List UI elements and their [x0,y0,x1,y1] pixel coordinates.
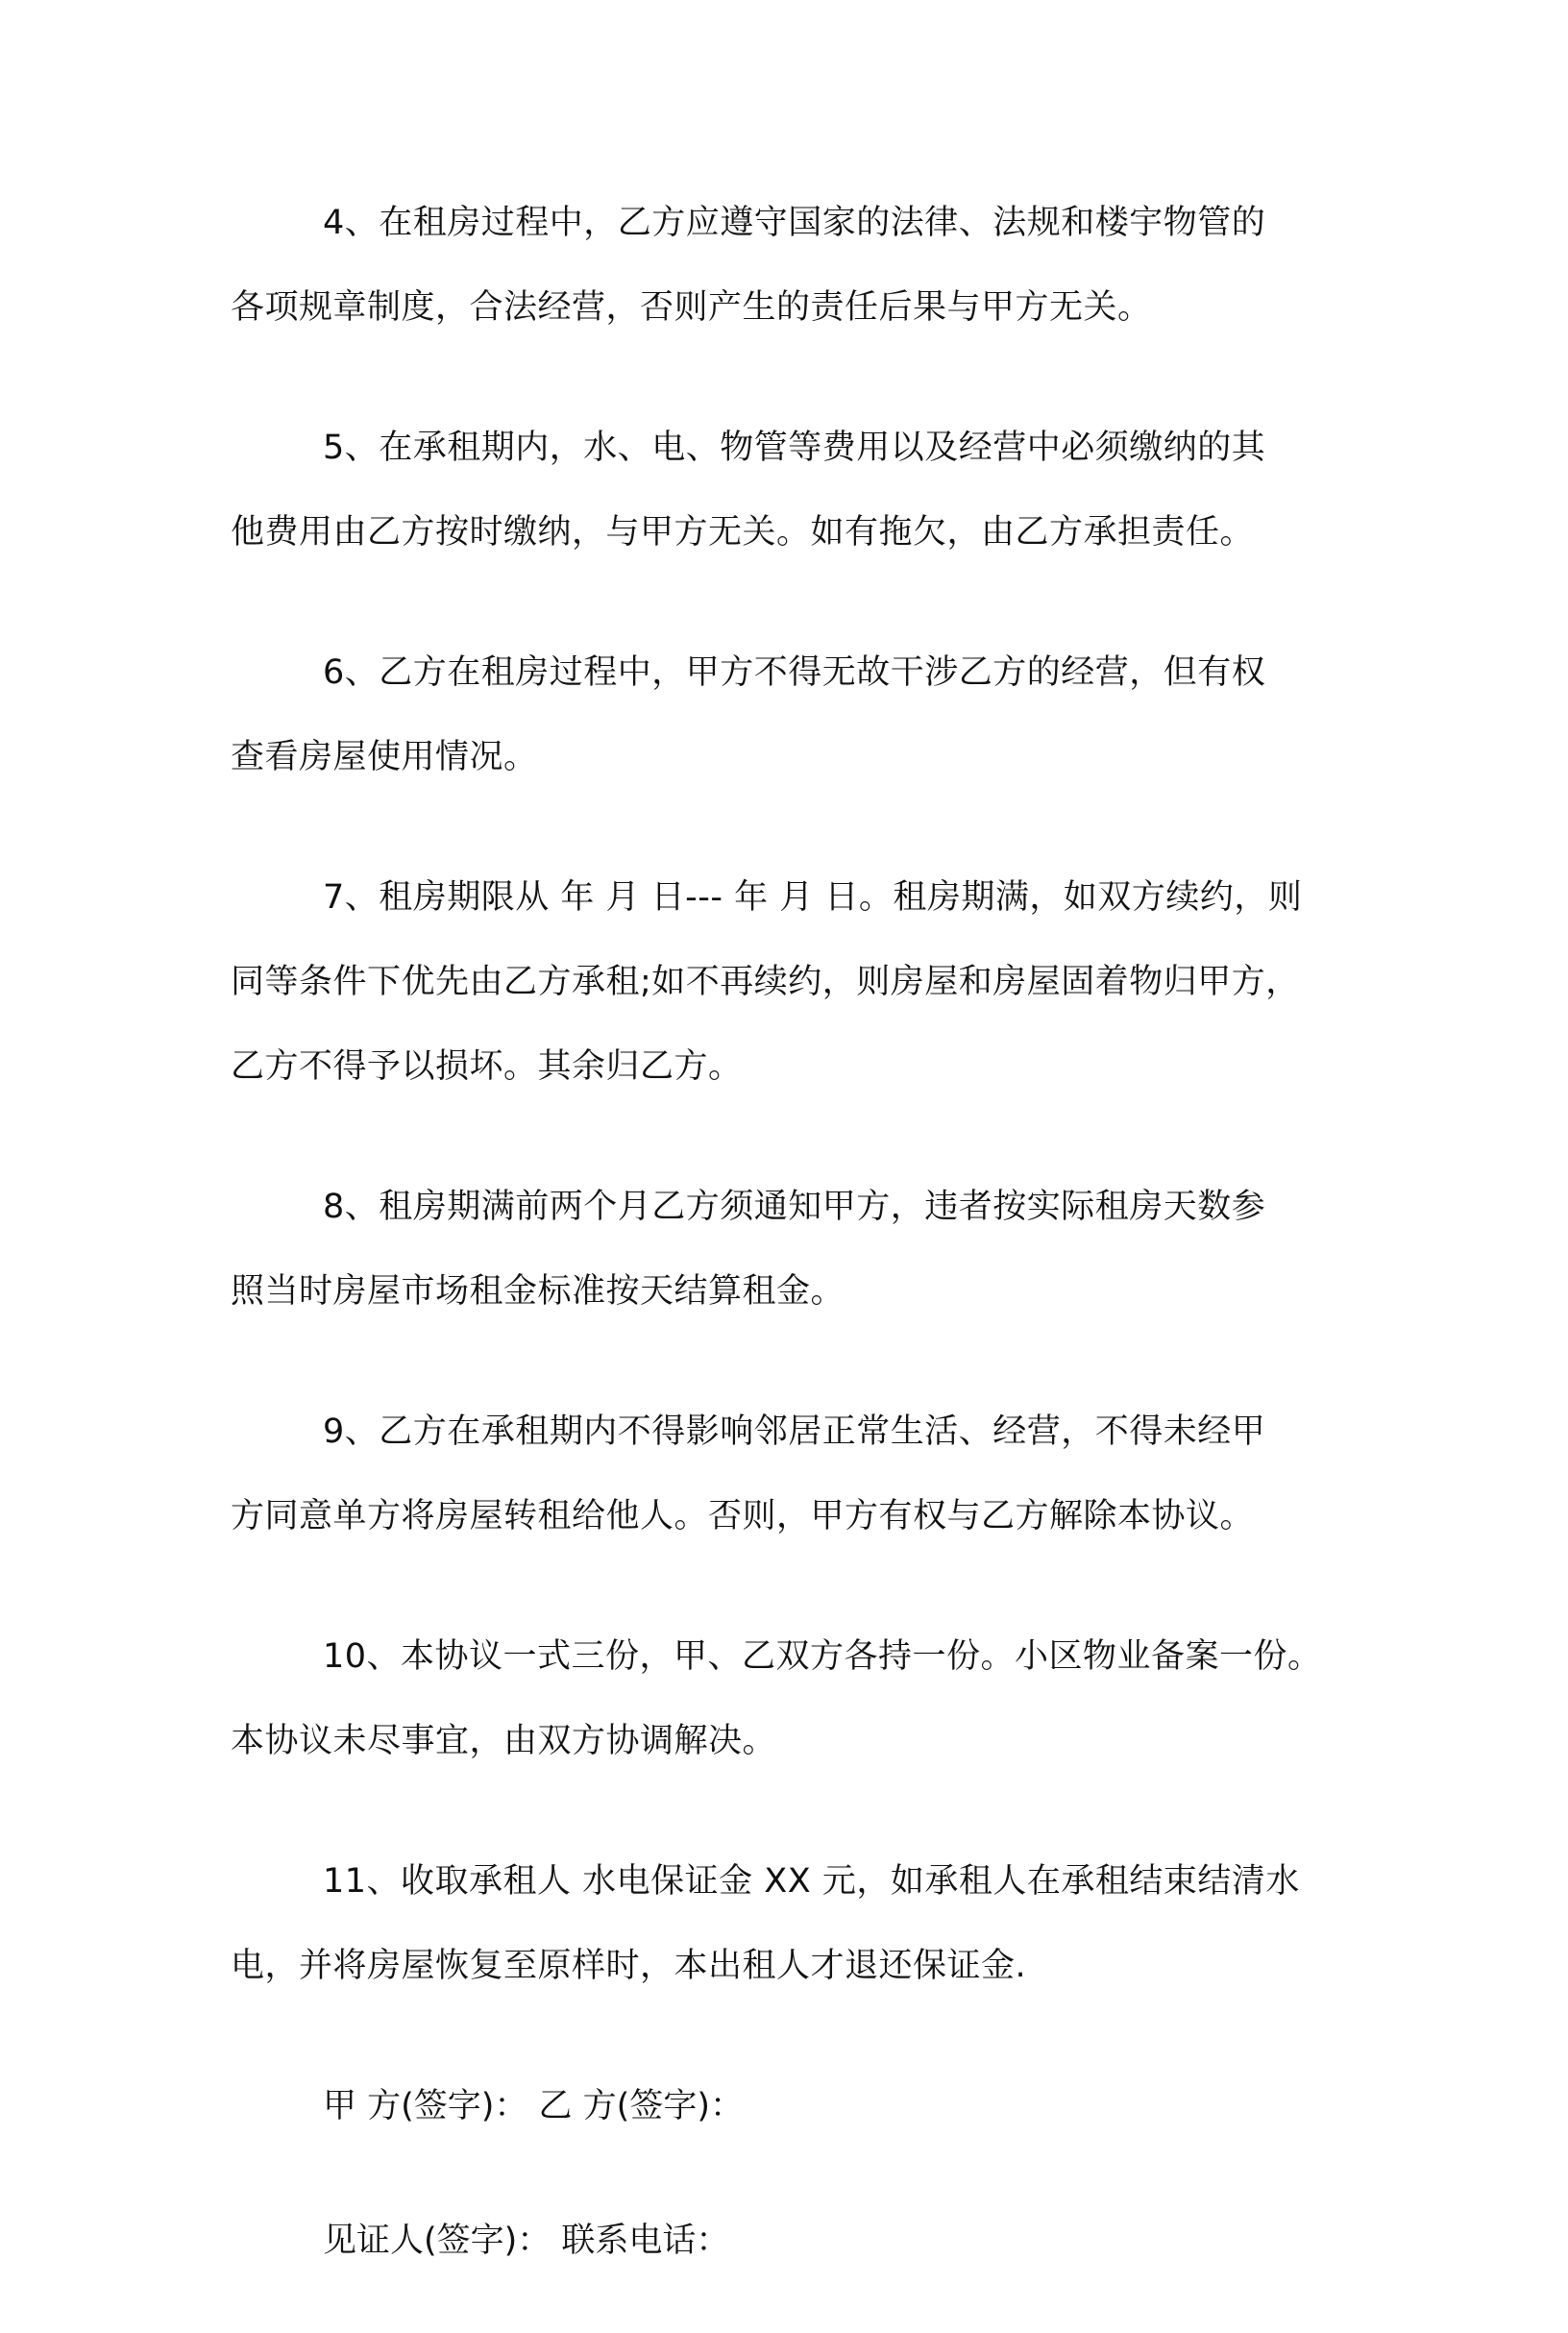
clause-8-line-2: 照当时房屋市场租金标准按天结算租金。 [231,1272,845,1311]
clause-5-line-2: 他费用由乙方按时缴纳，与甲方无关。如有拖欠，由乙方承担责任。 [231,513,1255,552]
clause-4-line-1: 4、在租房过程中，乙方应遵守国家的法律、法规和楼宇物管的 [323,204,1266,242]
clause-9 [231,1389,1335,1559]
clause-11-line-1: 11、收取承租人 水电保证金 XX 元，如承租人在承租结束结清水 [323,1862,1300,1901]
contract-body [231,181,1335,2333]
clause-8-line-1: 8、租房期满前两个月乙方须通知甲方，违者按实际租房天数参 [323,1188,1266,1226]
clause-7-line-1: 7、租房期限从 年 月 日--- 年 月 日。租房期满，如双方续约，则 [323,878,1303,917]
clause-6-line-1: 6、乙方在租房过程中，甲方不得无故干涉乙方的经营，但有权 [323,653,1266,692]
clause-5 [231,405,1335,575]
clause-9-line-1: 9、乙方在承租期内不得影响邻居正常生活、经营，不得未经甲 [323,1412,1266,1451]
clause-6 [231,630,1335,799]
clause-7-line-2: 同等条件下优先由乙方承租;如不再续约，则房屋和房屋固着物归甲方， [231,963,1300,1001]
clause-10 [231,1614,1335,1783]
clause-8 [231,1165,1335,1334]
witness-signature-line: 见证人(签字)： 联系电话： [323,2222,730,2260]
clause-10-line-2: 本协议未尽事宜，由双方协调解决。 [231,1722,777,1760]
clause-7-line-3: 乙方不得予以损坏。其余归乙方。 [231,1047,743,1086]
clause-11-line-2: 电，并将房屋恢复至原样时，本出租人才退还保证金. [231,1947,1027,1985]
clause-10-line-1: 10、本协议一式三份，甲、乙双方各持一份。小区物业备案一份。 [323,1637,1322,1676]
clause-4-line-2: 各项规章制度，合法经营，否则产生的责任后果与甲方无关。 [231,288,1152,327]
clause-4 [231,181,1335,350]
party-signature-line: 甲 方(签字)： 乙 方(签字)： [323,2087,744,2125]
clause-5-line-1: 5、在承租期内，水、电、物管等费用以及经营中必须缴纳的其 [323,429,1266,467]
clause-6-line-2: 查看房屋使用情况。 [231,738,538,776]
clause-11 [231,1839,1335,2008]
clause-9-line-2: 方同意单方将房屋转租给他人。否则，甲方有权与乙方解除本协议。 [231,1497,1255,1535]
clause-7 [231,855,1335,1109]
